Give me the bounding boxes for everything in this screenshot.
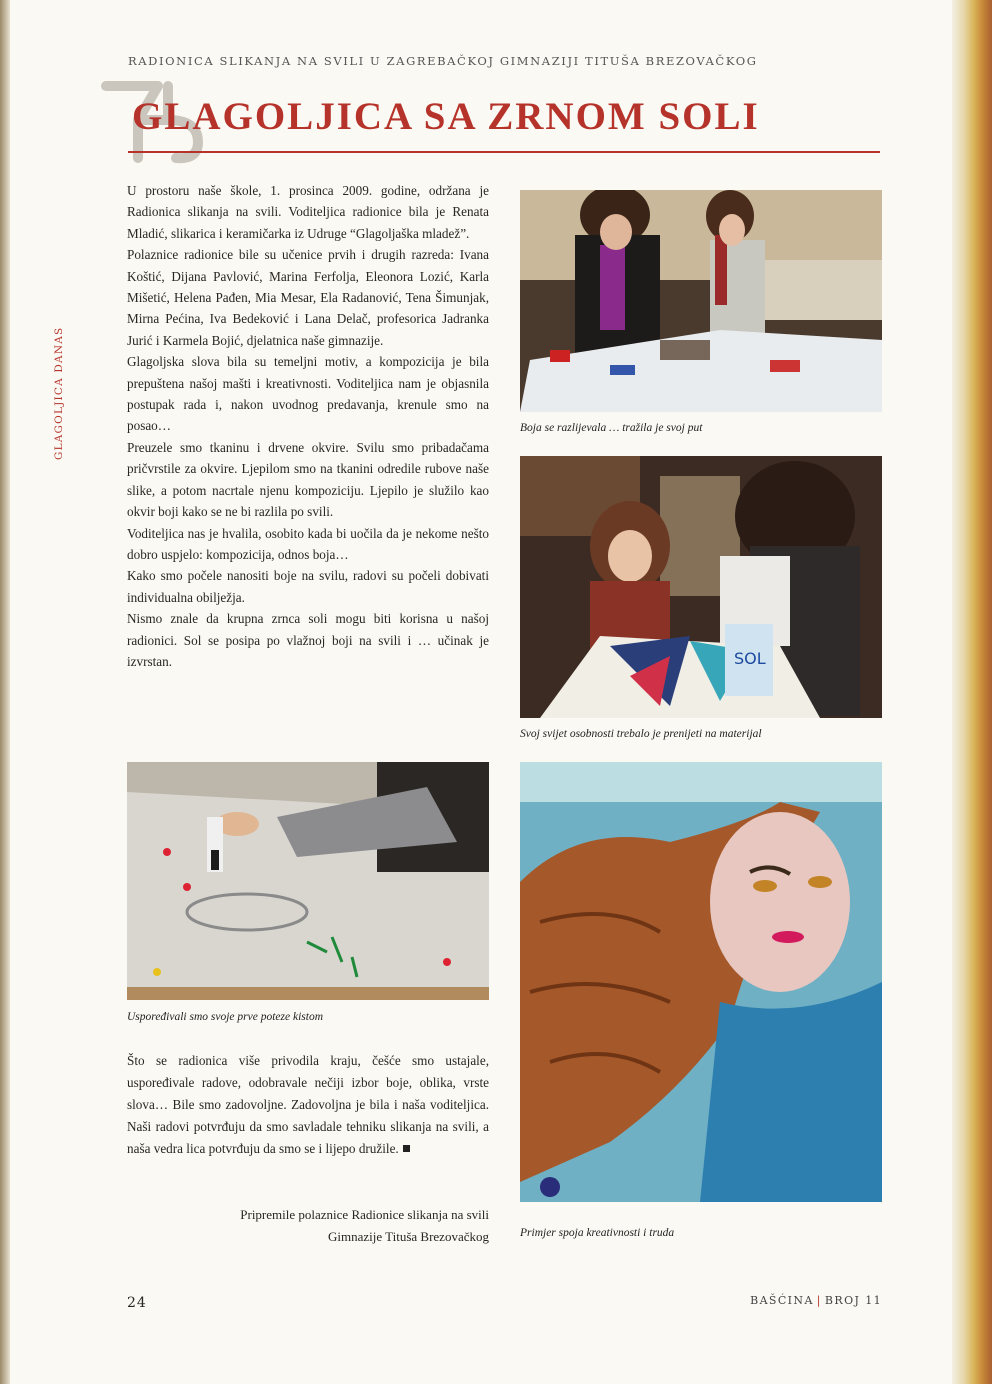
adjacent-page-edge: [952, 0, 992, 1384]
photo2-caption: Svoj svijet osobnosti trebalo je prenijeti na materijal: [520, 728, 762, 740]
paragraph: Preuzele smo tkaninu i drvene okvire. Svilu smo pribadačama pričvrstile za okvire. Ljepilom smo na tkanini odredile rubove naše slike, a potom nacrtale njenu kompoziciju. Ljepilo je služilo kao okvir boji kako se ne bi razlila po svili.: [127, 439, 489, 520]
paragraph: Polaznice radionice bile su učenice prvih i drugih razreda: Ivana Koštić, Dijana Pavlović, Marina Ferfolja, Eleonora Lozić, Karla Mišetić, Helena Pađen, Mia Mesar, Ela Radanović, Tena Šimunjak, Mirna Pećina, Iva Bedeković i Lana Delač, profesorica Jadranka Jurić i Karmela Bojić, djelatnica naše gimnazije.: [127, 247, 489, 348]
issue-number: BROJ 11: [824, 1294, 882, 1307]
photo-silk-painting-table: [520, 190, 882, 412]
magazine-name: BAŠĆINA: [750, 1294, 814, 1307]
article-kicker: RADIONICA SLIKANJA NA SVILI U ZAGREBAČKOJ GIMNAZIJI TITUŠA BREZOVAČKOG: [128, 54, 758, 68]
photo1-caption: Boja se razlijevala … tražila je svoj put: [520, 422, 703, 434]
section-side-label: GLAGOLJICA DANAS: [53, 326, 65, 460]
photo-finished-silk-portrait: [520, 762, 882, 1202]
end-of-article-mark: [403, 1145, 410, 1152]
page-binding-edge: [0, 0, 10, 1384]
photo4-caption: Primjer spoja kreativnosti i truda: [520, 1227, 675, 1239]
credit-line: Gimnazije Tituša Brezovačkog: [327, 1229, 489, 1244]
closing-paragraph: [127, 1050, 489, 1160]
paragraph: Kako smo počele nanositi boje na svilu, radovi su počeli dobivati individualna obilježja.: [127, 568, 489, 605]
article-credit: [127, 1204, 489, 1248]
photo3-caption: Uspoređivali smo svoje prve poteze kistom: [127, 1011, 323, 1023]
article-title: GLAGOLJICA SA ZRNOM SOLI: [132, 95, 760, 138]
paragraph: Glagoljska slova bila su temeljni motiv, a kompozicija je bila prepuštena našoj mašti i kreativnosti. Voditeljica nam je objasnila postupak rada i, nakon uvodnog predavanja, krenule smo na posao…: [127, 354, 489, 434]
magazine-footer: [750, 1294, 882, 1307]
photo-students-painting: [520, 456, 882, 718]
page-number: 24: [127, 1295, 147, 1311]
credit-line: Pripremile polaznice Radionice slikanja na svili: [240, 1207, 489, 1222]
closing-text: Što se radionica više privodila kraju, češće smo ustajale, uspoređivale radove, odobravale nečiji izbor boje, oblika, vrste slova… Bile smo zadovoljne. Zadovoljna je bila i naša voditeljica. Naši radovi potvrđuju da smo savladale tehniku slikanja na svili, a naša vedra lica potvrđuju da smo se i lijepo družile.: [127, 1053, 489, 1156]
paragraph: U prostoru naše škole, 1. prosinca 2009. godine, održana je Radionica slikanja na svili. Voditeljica radionice bila je Renata Mladić, slikarica i keramičarka iz Udruge “Glagoljaška mladež”.: [127, 183, 489, 241]
article-body: [127, 180, 489, 672]
photo-glue-outline-drawing: [127, 762, 489, 1000]
salt-package-label: SOL: [734, 649, 766, 668]
title-rule: [128, 151, 880, 153]
paragraph: Voditeljica nas je hvalila, osobito kada bi uočila da je nekome nešto dobro uspjelo: kompozicija, odnos boja…: [127, 525, 489, 562]
paragraph: Nismo znale da krupna zrnca soli mogu biti korisna u našoj radionici. Sol se posipa po vlažnoj boji na svili i … učinak je izvrstan.: [127, 611, 489, 669]
footer-separator: |: [816, 1294, 822, 1307]
